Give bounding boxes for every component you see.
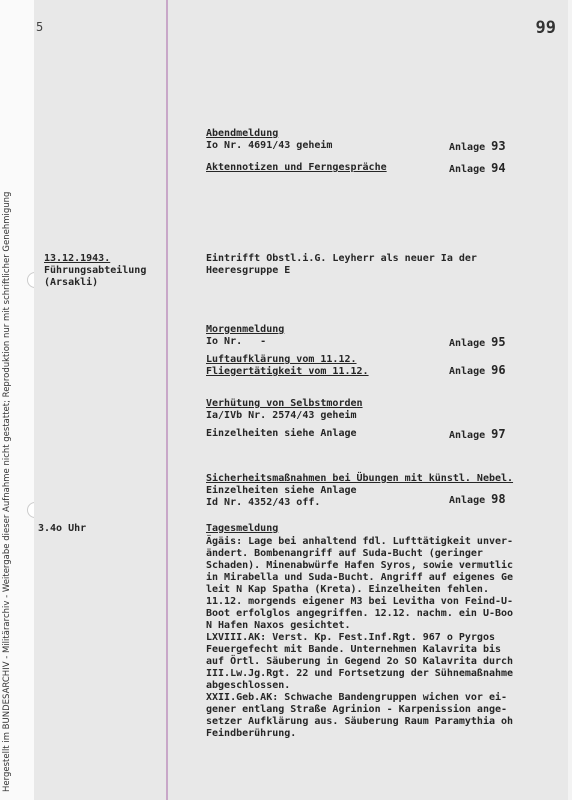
corner-mark: 5 xyxy=(36,20,44,34)
eintrifft-line-1: Eintrifft Obstl.i.G. Leyherr als neuer Ia der xyxy=(206,253,477,264)
unit-name: Führungsabteilung xyxy=(44,265,147,276)
verhuetung-title: Verhütung von Selbstmorden xyxy=(206,398,363,409)
abendmeldung-ref: Io Nr. 4691/43 geheim xyxy=(206,140,333,151)
tagesmeldung-line: Feindberührung. xyxy=(206,728,297,739)
entry-date: 13.12.1943. xyxy=(44,253,111,264)
tagesmeldung-line: ändert. Bombenangriff auf Suda-Bucht (geringer xyxy=(206,548,483,559)
tagesmeldung-line: Feuergefecht mit Bande. Unternehmen Kalavrita bis xyxy=(206,644,502,655)
anlage-95: Anlage 95 xyxy=(449,335,506,349)
tagesmeldung-line: abgeschlossen. xyxy=(206,680,291,691)
anlage-96: Anlage 96 xyxy=(449,363,506,377)
time-stamp: 3.4o Uhr xyxy=(38,523,87,534)
tagesmeldung-line: leit N Kap Spatha (Kreta). Einzelheiten fehlen. xyxy=(206,584,489,595)
anlage-98: Anlage 98 xyxy=(449,492,506,506)
tagesmeldung-line: Schaden). Minenabwürfe Hafen Syros, sowie vermutlic xyxy=(206,560,514,571)
anlage-97: Anlage 97 xyxy=(449,427,506,441)
eintrifft-line-2: Heeresgruppe E xyxy=(206,265,291,276)
tagesmeldung-line: setzer Aufklärung aus. Säuberung Raum Paramythia oh xyxy=(206,716,514,727)
aktennotizen-title: Aktennotizen und Ferngespräche xyxy=(206,162,387,173)
tagesmeldung-line: Ägäis: Lage bei anhaltend fdl. Lufttätigkeit unver- xyxy=(206,536,514,547)
verhuetung-ref: Ia/IVb Nr. 2574/43 geheim xyxy=(206,410,357,421)
sicherheit-ref: Id Nr. 4352/43 off. xyxy=(206,497,321,508)
unit-place: (Arsakli) xyxy=(44,277,99,288)
luftaufklaerung-title: Luftaufklärung vom 11.12. xyxy=(206,354,357,365)
tagesmeldung-line: Boot erfolglos angegriffen. 12.12. nachm. ein U-Boo xyxy=(206,608,514,619)
tagesmeldung-line: gener entlang Straße Agrinion - Karpenission ange- xyxy=(206,704,508,715)
anlage-93: Anlage 93 xyxy=(449,139,506,153)
page-number: 99 xyxy=(535,18,556,38)
archive-stripe xyxy=(0,0,35,800)
tagesmeldung-line: XXII.Geb.AK: Schwache Bandengruppen wichen vor ei- xyxy=(206,692,508,703)
verhuetung-detail: Einzelheiten siehe Anlage xyxy=(206,428,357,439)
sicherheit-title: Sicherheitsmaßnahmen bei Übungen mit künstl. Nebel. xyxy=(206,473,514,484)
margin-line xyxy=(166,0,168,800)
tagesmeldung-line: LXVIII.AK: Verst. Kp. Fest.Inf.Rgt. 967 o Pyrgos xyxy=(206,632,495,643)
tagesmeldung-line: N Hafen Naxos gesichtet. xyxy=(206,620,351,631)
anlage-94: Anlage 94 xyxy=(449,161,506,175)
fliegertaetigkeit-title: Fliegertätigkeit vom 11.12. xyxy=(206,366,369,377)
abendmeldung-title: Abendmeldung xyxy=(206,128,279,139)
sicherheit-detail: Einzelheiten siehe Anlage xyxy=(206,485,357,496)
archive-stripe-text: Hergestellt im BUNDESARCHIV - Militärarchiv - Weitergabe dieser Aufnahme nicht gestattet; Reproduktion nur mit schriftlicher Genehmigung xyxy=(2,191,12,792)
morgenmeldung-ref: Io Nr. - xyxy=(206,336,267,347)
tagesmeldung-line: in Mirabella und Suda-Bucht. Angriff auf eigenes Ge xyxy=(206,572,514,583)
tagesmeldung-line: 11.12. morgends eigener M3 bei Levitha von Feind-U- xyxy=(206,596,514,607)
tagesmeldung-line: III.Lw.Jg.Rgt. 22 und Fortsetzung der Sühnemaßnahme xyxy=(206,668,514,679)
tagesmeldung-title: Tagesmeldung xyxy=(206,523,279,534)
tagesmeldung-line: auf Örtl. Säuberung in Gegend 2o SO Kalavrita durch xyxy=(206,656,514,667)
morgenmeldung-title: Morgenmeldung xyxy=(206,324,285,335)
